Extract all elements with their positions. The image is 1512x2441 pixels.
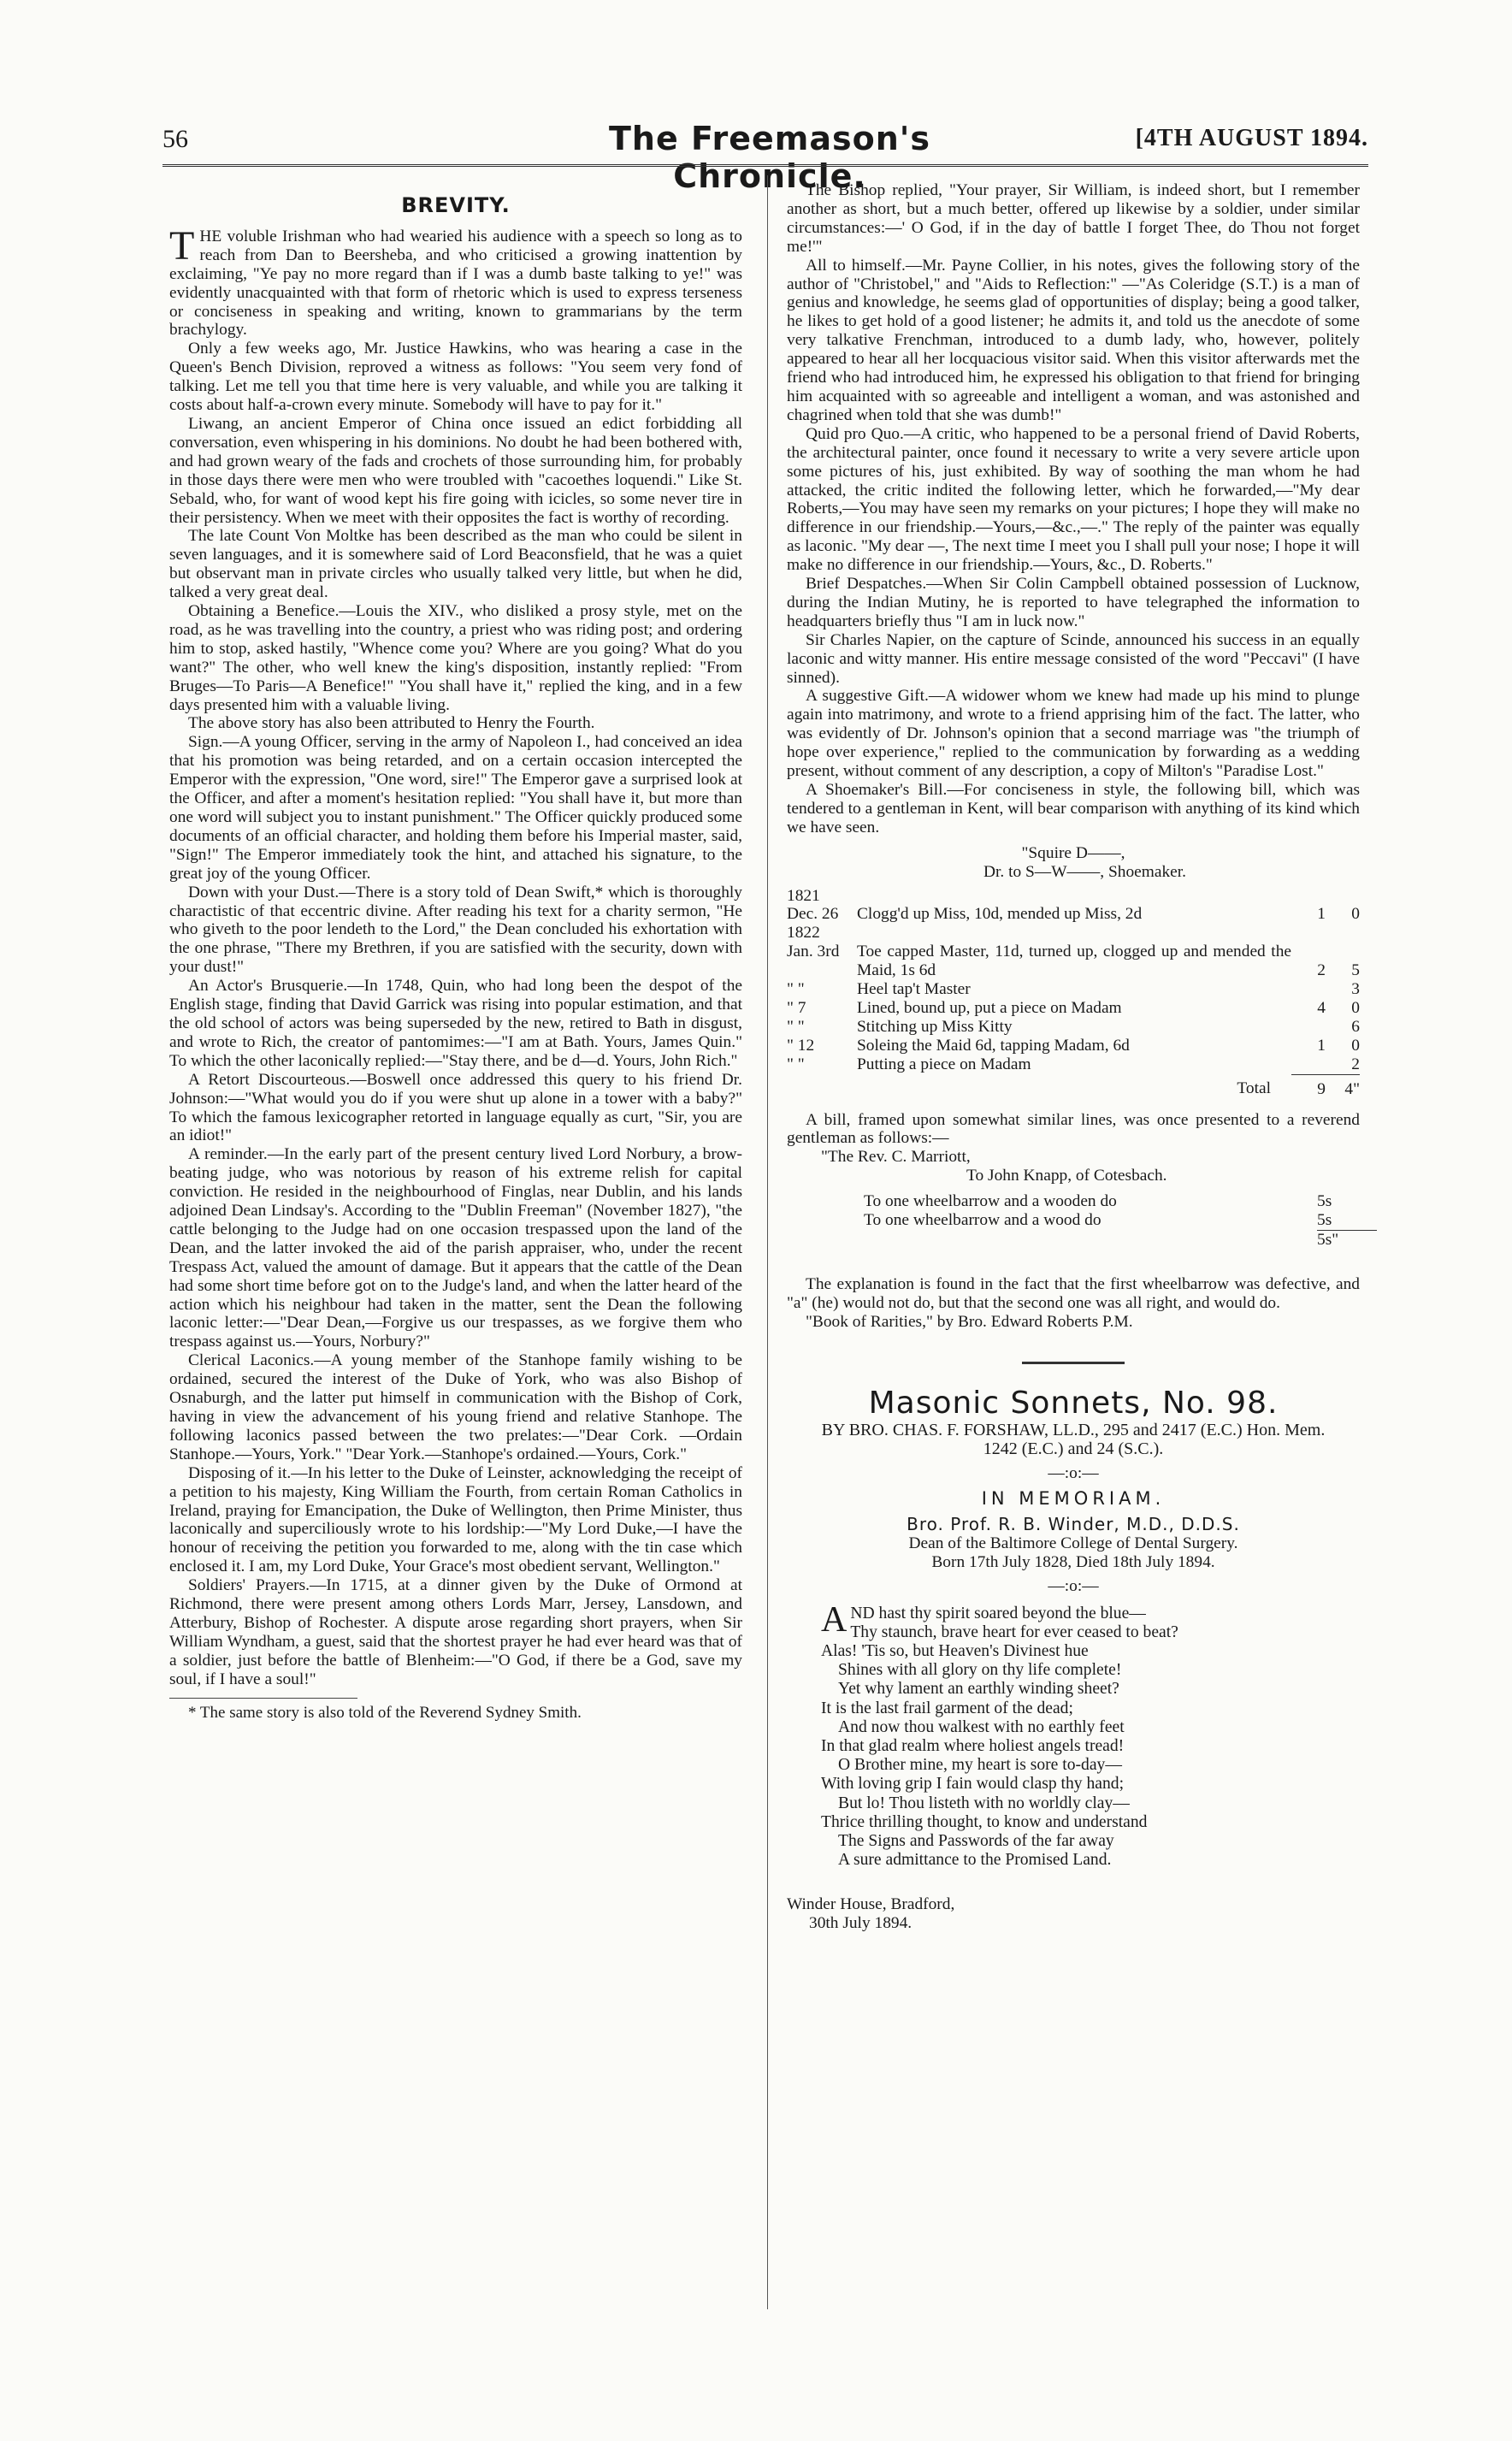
article-paragraph: Disposing of it.—In his letter to the Duke of Leinster, acknowledging the receipt of a petition to his majesty, King William the Fourth, from certain Roman Catholics in Ireland, praying for Emancipation, the Duke of Wellington, then Prime Minister, thus laconically and superciliously wrote to his lordship:—"My Lord Duke,—I have the honour of receiving the petition you forwarded to me, along with the tin case which enclosed it. I am, my Lord Duke, Your Grace's most obedient servant, Wellington." [169, 1463, 742, 1576]
signature-place: Winder House, Bradford, [787, 1895, 955, 1914]
bill2-addressee: "The Rev. C. Marriott, [821, 1148, 971, 1167]
dropcap: T [169, 222, 195, 269]
article-paragraph: Clerical Laconics.—A young member of the Stanhope family wishing to be ordained, secured the interest of the Duke of York, who was also Bishop of Osnaburgh, and the latter put himself in communication with the Bishop of Cork, having in view the advancement of his young friend and relative Stanhope. The following laconics passed between the two prelates:—"Dear Cork. —Ordain Stanhope.—Yours, York." "Dear York.—Stanhope's ordained.—Yours, Cork." [169, 1351, 742, 1463]
issue-date: [4TH AUGUST 1894. [1135, 125, 1368, 151]
bill-row: Jan. 3rd Toe capped Master, 11d, turned up, clogged up and mended the Maid, 1s 6d 2 5 [787, 943, 1360, 980]
bill-row: 1822 [787, 924, 820, 943]
in-memoriam: IN MEMORIAM. [981, 1488, 1166, 1510]
separator: —:o:— [1048, 1576, 1099, 1595]
bill-row: " " Heel tap't Master 3 [787, 980, 1360, 999]
bill2-from: To John Knapp, of Cotesbach. [966, 1167, 1167, 1185]
honoree-name: Bro. Prof. R. B. Winder, M.D., D.D.S. [907, 1514, 1240, 1534]
honoree-dates: Born 17th July 1828, Died 18th July 1894. [931, 1552, 1215, 1571]
section-divider [787, 1351, 1360, 1369]
article-paragraph: THE voluble Irishman who had wearied his audience with a speech so long as to reach from Dan to Beersheba, and who criticised a growing inattention by exclaiming, "Ye pay no more regard than if I was a dumb baste talking to ye!" was evidently unacquainted with that form of rhetoric which is used to express terseness or conciseness in speaking and writing, known to grammarians by the term brachylogy. [169, 222, 742, 340]
footnote-rule [169, 1698, 357, 1699]
masthead-rule [162, 164, 1368, 167]
sonnet-title: Masonic Sonnets, No. 98. [868, 1386, 1279, 1421]
article-paragraph: Brief Despatches.—When Sir Colin Campbell obtained possession of Lucknow, during the Indian Mutiny, he is reported to have telegraphed the information to headquarters briefly thus "I am in luck now." [787, 575, 1360, 630]
article-paragraph: A Shoemaker's Bill.—For conciseness in style, the following bill, which was tendered to a gentleman in Kent, will bear comparison with anything of its kind which we have seen. [787, 781, 1360, 836]
poem-line: And now thou walkest with no earthly feet [838, 1717, 1125, 1736]
article-paragraph: The late Count Von Moltke has been described as the man who could be silent in seven languages, and it is somewhere said of Lord Beaconsfield, that he was a quiet but observant man in private circles who usually talked very little, but when he did, talked a very great deal. [169, 527, 742, 602]
poem-line: Yet why lament an earthly winding sheet? [838, 1680, 1119, 1699]
bill-from: Dr. to S—W——, Shoemaker. [983, 862, 1186, 881]
footnote: * The same story is also told of the Reverend Sydney Smith. [188, 1703, 582, 1722]
article-paragraph: A suggestive Gift.—A widower whom we knew had made up his mind to plunge again into matrimony, and wrote to a friend apprising him of the fact. The latter, who was evidently of Dr. Johnson's opinion that a second marriage was "the triumph of hope over experience," replied to the communication by forwarding as a wedding present, without comment of any description, a copy of Milton's "Paradise Lost." [787, 687, 1360, 781]
separator: —:o:— [1048, 1464, 1099, 1483]
page-number: 56 [162, 125, 188, 153]
poem-dropcap: A [821, 1599, 848, 1640]
newspaper-title: The Freemason's Chronicle. [608, 120, 931, 195]
poem-line: The Signs and Passwords of the far away [838, 1832, 1114, 1851]
article-paragraph: Liwang, an ancient Emperor of China once issued an edict forbidding all conversation, even whispering in his dominions. No doubt he had been bothered with, and had grown weary of the fads and crochets of those surrounding him, for probably in those days there were men who were troubled with "cacoethes loquendi." Like St. Sebald, who, for want of wood kept his fire going with icicles, so some never tire in their persistency. When we meet with their opposites the fact is worthy of recording. [169, 414, 742, 527]
bill-year: 1821 [787, 886, 820, 905]
signature-date: 30th July 1894. [809, 1914, 913, 1933]
article-paragraph: An Actor's Brusquerie.—In 1748, Quin, who had long been the despot of the English stage, finding that David Garrick was rising into popular estimation, and that the old school of actors was being superseded by the new, retired to Bath in disgust, and wrote to Rich, the creator of pantomimes:—"I am at Bath. Yours, James Quin." To which the other laconically replied:—"Stay there, and be d—d. Yours, John Rich." [169, 977, 742, 1070]
column-divider [767, 175, 768, 2309]
poem-line: With loving grip I fain would clasp thy hand; [821, 1775, 1125, 1794]
poem-line: O Brother mine, my heart is sore to-day— [838, 1756, 1122, 1775]
article-paragraph: The above story has also been attributed to Henry the Fourth. [188, 714, 595, 733]
article-paragraph: Sign.—A young Officer, serving in the army of Napoleon I., had conceived an idea that his promotion was being retarded, and on a certain occasion intercepted the Emperor with the expression, "One word, sire!" The Emperor gave a surprised look at the Officer, and after a moment's hesitation replied: "You shall have it, but more than one word will subject you to instant punishment." The Officer quickly produced some documents of an official character, and holding them before his Imperial master, said, "Sign!" The Emperor immediately took the hint, and attached his signature, to the great joy of the young Officer. [169, 733, 742, 883]
article-paragraph: Quid pro Quo.—A critic, who happened to be a personal friend of David Roberts, the architectural painter, once found it necessary to write a very severe article upon some pictures of his, just exhibited. By way of soothing the man whom he had attacked, the critic indited the following letter, which he forwarded,—"My dear Roberts,—You may have seen my remarks on your pictures; I hope they will make no difference in our friendship.—Yours,—&c.,—." The reply of the painter was equally as laconic. "My dear —, The next time I meet you I shall pull your nose; I hope it will make no difference in our friendship.—Yours, &c., D. Roberts." [787, 424, 1360, 575]
article-paragraph: A Retort Discourteous.—Boswell once addressed this query to his friend Dr. Johnson:—"What would you do if you were shut up alone in a tower with a baby?" To which the famous lexicographer retorted in language equally as curt, "Sir, you are an idiot!" [169, 1070, 742, 1145]
right-column [787, 181, 1360, 1933]
bill-addressee: "Squire D——, [1021, 843, 1125, 862]
poem-line: AND hast thy spirit soared beyond the blue— [821, 1599, 1146, 1640]
shoemaker-bill [787, 887, 1360, 1099]
article-paragraph: Soldiers' Prayers.—In 1715, at a dinner given by the Duke of Ormond at Richmond, there were present among others Lords Marr, Jersey, Lansdown, and Atterbury, Bishop of Rochester. A dispute arose regarding short prayers, when Sir William Wyndham, a guest, said that the shortest prayer he had ever heard was that of a soldier, just before the battle of Blenheim:—"O God, if there be a God, save my soul, if I have a soul!" [169, 1576, 742, 1688]
article-paragraph: A bill, framed upon somewhat similar lines, was once presented to a reverend gentleman as follows:— [787, 1110, 1360, 1148]
wheelbarrow-bill [864, 1192, 1377, 1250]
bill-total-s: 9 [1291, 1074, 1326, 1098]
bill-total-label: Total [1237, 1079, 1271, 1098]
poem-line: Thy staunch, brave heart for ever ceased to beat? [850, 1622, 1178, 1641]
article-paragraph: The explanation is found in the fact that the first wheelbarrow was defective, and "a" (he) would not do, but that the second one was all right, and would do. [787, 1274, 1360, 1312]
bill2-total-row [864, 1230, 1377, 1249]
bill-row: " 12 Soleing the Maid 6d, tapping Madam, 6d 1 0 [787, 1036, 1360, 1055]
poem-line: But lo! Thou listeth with no worldly clay— [838, 1794, 1130, 1812]
poem-line: It is the last frail garment of the dead; [821, 1699, 1073, 1717]
sonnet-byline-2: 1242 (E.C.) and 24 (S.C.). [983, 1439, 1164, 1459]
bill-year-row [787, 887, 1360, 906]
honoree-title: Dean of the Baltimore College of Dental Surgery. [908, 1534, 1238, 1552]
sonnet-poem [821, 1599, 1360, 1871]
poem-line: A sure admittance to the Promised Land. [838, 1851, 1112, 1870]
brevity-heading: BREVITY. [401, 193, 511, 217]
article-paragraph: All to himself.—Mr. Payne Collier, in his notes, gives the following story of the author of "Christobel," and "Aids to Reflection:" —"As Coleridge (S.T.) is a man of genius and knowledge, he seems glad of opportunities of display; being a good talker, he likes to get hold of a good listener; he admits it, and told us the anecdote of some very talkative Frenchman, introduced to a dumb lady, who, however, politely appeared to hear all her locquacious visitor said. When this visitor afterwards met the friend who had introduced him, he expressed his obligation to that friend for bringing him acquainted with so agreeable and intelligent a woman, and was astonished and chagrined when told that she was dumb!" [787, 256, 1360, 424]
article-paragraph: Obtaining a Benefice.—Louis the XIV., who disliked a prosy style, met on the road, as he was travelling into the country, a priest who was riding post; and ordering him to stop, asked hastily, "Whence come you? Where are you going? What do you want?" The other, who well knew the king's disposition, instantly replied: "From Bruges—To Paris—A Benefice!" "You shall have it," replied the king, and in a few days presented him with a valuable living. [169, 602, 742, 714]
poem-line: Shines with all glory on thy life complete! [838, 1661, 1122, 1680]
bill-row: " 7 Lined, bound up, put a piece on Madam 4 0 [787, 998, 1360, 1017]
source-credit: "Book of Rarities," by Bro. Edward Roberts P.M. [806, 1312, 1133, 1331]
bill-total-d: 4" [1326, 1074, 1360, 1098]
article-paragraph: The Bishop replied, "Your prayer, Sir William, is indeed short, but I remember another as short, but a much better, offered up likewise by a soldier, under similar circumstances:—' O God, if in the day of battle I forget Thee, do Thou not forget me!'" [787, 181, 1360, 256]
bill2-total: 5s" [1317, 1230, 1377, 1249]
bill-row: " " Putting a piece on Madam 2 [787, 1055, 1360, 1073]
poem-line: Alas! 'Tis so, but Heaven's Divinest hue [821, 1642, 1089, 1661]
bill-total-row [787, 1074, 1360, 1098]
sonnet-byline: BY BRO. CHAS. F. FORSHAW, LL.D., 295 and 2417 (E.C.) Hon. Mem. [821, 1421, 1326, 1440]
article-paragraph: A reminder.—In the early part of the present century lived Lord Norbury, a brow-beating judge, who was notorious by reason of his extreme relish for capital conviction. He resided in the neighbourhood of Finglas, near Dublin, and his lands adjoined Dean Lindsay's. According to the "Dublin Freeman" (November 1827), "the cattle belonging to the Judge had on one occasion trespassed upon the land of the Dean, and the latter invoked the aid of the parish appraiser, who, under the recent Trespass Act, valued the amount of damage. But it appears that the cattle of the Dean had some short time before got on to the Judge's land, and when the latter heard of the action which his neighbour had taken in the matter, sent the Dean the following laconic letter:—"Dear Dean,—Forgive us our trespasses, as we forgive them who trespass against us.—Yours, Norbury?" [169, 1145, 742, 1351]
bill-row: Dec. 26 Clogg'd up Miss, 10d, mended up Miss, 2d 1 0 [787, 905, 1360, 924]
poem-line: Thrice thrilling thought, to know and understand [821, 1812, 1148, 1831]
left-column [169, 181, 742, 1723]
bill-row: " " Stitching up Miss Kitty 6 [787, 1017, 1360, 1036]
bill2-row: To one wheelbarrow and a wooden do 5s [864, 1192, 1332, 1211]
article-paragraph: Only a few weeks ago, Mr. Justice Hawkins, who was hearing a case in the Queen's Bench Division, reproved a witness as follows: "You seem very fond of talking. Let me tell you that time here is very valuable, and while you are talking it costs about half-a-crown every minute. Somebody will have to pay for it." [169, 340, 742, 415]
article-paragraph: Sir Charles Napier, on the capture of Scinde, announced his success in an equally laconic and witty manner. His entire message consisted of the word "Peccavi" (I have sinned). [787, 630, 1360, 687]
masthead [162, 120, 1368, 195]
article-paragraph: Down with your Dust.—There is a story told of Dean Swift,* which is thoroughly charactistic of that eccentric divine. After reading his text for a charity sermon, "He who giveth to the poor lendeth to the Lord," the Dean concluded his exhortation with the one phrase, "There my Brethren, if you are satisfied with the security, down with your dust!" [169, 883, 742, 977]
bill2-row: To one wheelbarrow and a wood do 5s [864, 1211, 1332, 1230]
poem-line: In that glad realm where holiest angels tread! [821, 1737, 1125, 1756]
